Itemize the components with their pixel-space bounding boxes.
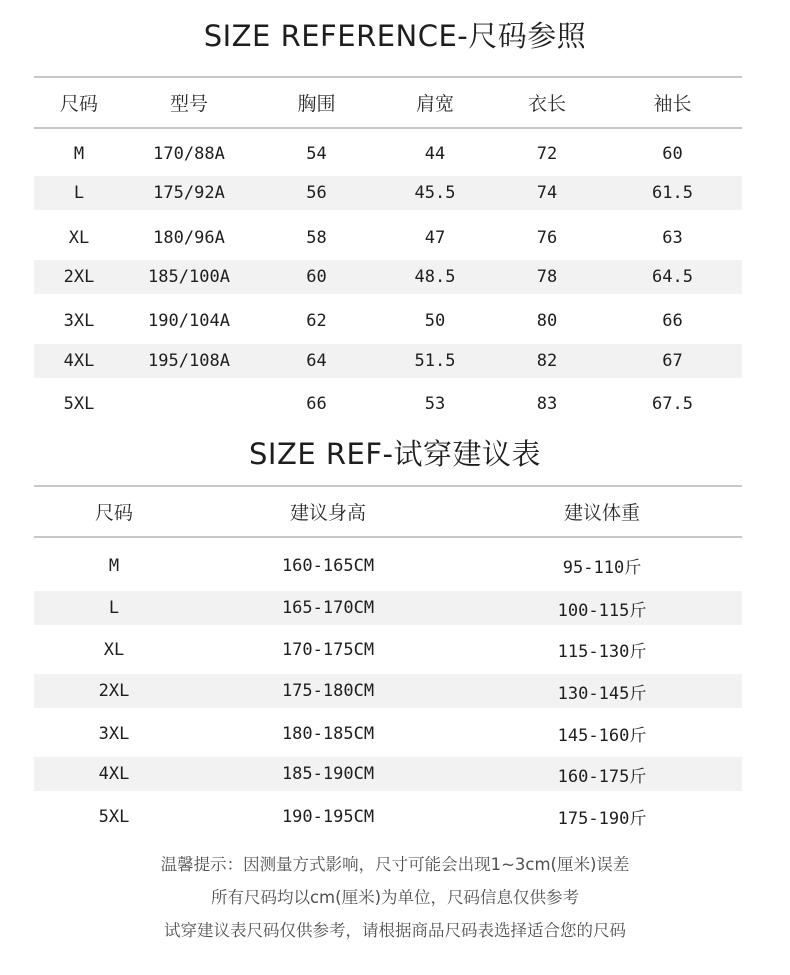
table-row — [34, 300, 742, 341]
header-size: 尺码 — [59, 93, 98, 115]
size-notes — [0, 848, 790, 947]
cell-height: 185-190CM — [281, 764, 375, 784]
note-fit-advice: 试穿建议表尺码仅供参考，请根据商品尺码表选择适合您的尺码 — [164, 921, 626, 940]
table-row — [34, 757, 742, 791]
cell-shoulder: 47 — [424, 227, 446, 248]
cell-length: 83 — [536, 393, 558, 414]
cell-size: L — [73, 183, 85, 203]
table-header-rule — [34, 536, 742, 538]
table-row — [34, 133, 742, 174]
cell-size: 4XL — [63, 351, 95, 371]
cell-shoulder: 44 — [424, 143, 446, 164]
header-length: 衣长 — [527, 93, 566, 115]
table-row — [34, 713, 742, 754]
table-row — [34, 674, 742, 708]
cell-length: 76 — [536, 227, 558, 248]
cell-chest: 54 — [306, 143, 327, 164]
size-reference-title: SIZE REFERENCE-尺码参照 — [203, 19, 587, 53]
cell-weight: 95-110斤 — [562, 558, 642, 578]
header-shoulder: 肩宽 — [415, 93, 454, 115]
cell-length: 72 — [536, 143, 558, 164]
cell-chest: 64 — [306, 351, 327, 371]
header-weight: 建议体重 — [563, 502, 640, 524]
cell-weight: 130-145斤 — [557, 683, 647, 704]
cell-chest: 60 — [306, 267, 327, 287]
table-row — [34, 383, 742, 424]
cell-weight: 100-115斤 — [557, 600, 647, 621]
cell-chest: 62 — [306, 310, 327, 331]
cell-model: 175/92A — [153, 183, 225, 203]
cell-sleeve: 64.5 — [652, 267, 693, 287]
cell-shoulder: 53 — [424, 393, 446, 414]
cell-size: M — [73, 143, 85, 164]
cell-shoulder: 45.5 — [414, 183, 456, 203]
header-sleeve: 袖长 — [653, 93, 692, 115]
header-height: 建议身高 — [289, 502, 366, 524]
cell-sleeve: 67.5 — [652, 393, 693, 414]
cell-model: 180/96A — [153, 227, 225, 248]
table-row — [34, 176, 742, 210]
cell-sleeve: 66 — [662, 310, 683, 331]
cell-sleeve: 67 — [662, 351, 683, 371]
cell-length: 80 — [536, 310, 558, 331]
table-row — [34, 629, 742, 670]
cell-weight: 145-160斤 — [557, 726, 647, 746]
header-size: 尺码 — [94, 502, 133, 524]
cell-model: 170/88A — [153, 143, 225, 164]
fit-suggestion-title: SIZE REF-试穿建议表 — [249, 437, 541, 471]
cell-model: 190/104A — [148, 310, 230, 331]
cell-height: 180-185CM — [281, 723, 375, 744]
cell-height: 175-180CM — [281, 681, 375, 701]
cell-model: 185/100A — [148, 267, 230, 287]
cell-sleeve: 63 — [662, 227, 683, 248]
cell-size: 3XL — [63, 310, 95, 331]
cell-chest: 66 — [306, 393, 327, 414]
table-row — [34, 260, 742, 294]
cell-height: 160-165CM — [281, 555, 375, 576]
cell-shoulder: 48.5 — [414, 267, 456, 287]
table-row — [34, 545, 742, 586]
cell-chest: 56 — [306, 183, 327, 203]
cell-shoulder: 50 — [424, 310, 446, 331]
header-chest: 胸围 — [297, 93, 336, 115]
cell-size: 3XL — [98, 723, 130, 744]
cell-size: 5XL — [63, 393, 95, 414]
table-row — [34, 796, 742, 837]
cell-chest: 58 — [306, 227, 327, 248]
cell-length: 74 — [536, 183, 558, 203]
cell-size: XL — [68, 227, 90, 248]
cell-weight: 160-175斤 — [557, 766, 647, 787]
cell-size: XL — [103, 639, 125, 660]
cell-sleeve: 60 — [662, 143, 683, 164]
cell-height: 190-195CM — [281, 806, 375, 827]
header-model: 型号 — [169, 93, 208, 115]
table-row — [34, 344, 742, 378]
cell-weight: 175-190斤 — [557, 809, 647, 829]
table-row — [34, 217, 742, 258]
cell-size: 4XL — [98, 764, 130, 784]
cell-size: 2XL — [63, 267, 95, 287]
cell-size: 2XL — [98, 681, 130, 701]
cell-height: 170-175CM — [281, 639, 375, 660]
cell-size: 5XL — [98, 806, 130, 827]
cell-weight: 115-130斤 — [557, 642, 647, 662]
cell-model: 195/108A — [148, 351, 230, 371]
note-unit: 所有尺码均以cm(厘米)为单位，尺码信息仅供参考 — [210, 888, 580, 907]
cell-sleeve: 61.5 — [652, 183, 693, 203]
table-row — [34, 591, 742, 625]
note-measurement-error: 温馨提示：因测量方式影响，尺寸可能会出现1~3cm(厘米)误差 — [160, 855, 630, 874]
cell-length: 82 — [536, 351, 558, 371]
cell-shoulder: 51.5 — [414, 351, 456, 371]
table-header-rule — [34, 127, 742, 129]
table-header-row — [34, 487, 742, 536]
cell-height: 165-170CM — [281, 598, 375, 618]
cell-size: M — [108, 555, 120, 576]
cell-length: 78 — [536, 267, 558, 287]
table-header-row — [34, 78, 742, 127]
cell-size: L — [108, 598, 120, 618]
